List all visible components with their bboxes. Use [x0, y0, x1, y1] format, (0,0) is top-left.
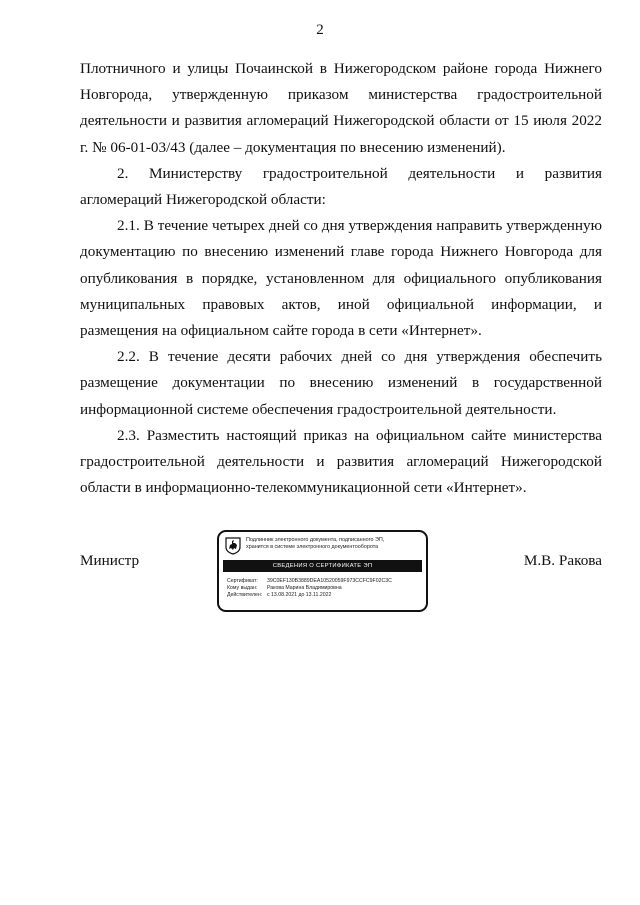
paragraph-item-2-2: 2.2. В течение десяти рабочих дней со дня утверждения обеспечить размещение документации по внесению изменений в государственной информационной системе обеспечения градостроительной деятельности. — [80, 348, 602, 418]
issued-to-value: Ракова Марина Владимировна — [267, 584, 342, 591]
certificate-label: Сертификат: — [227, 578, 258, 584]
validity-label: Действителен: — [227, 591, 263, 598]
stamp-details — [227, 578, 423, 598]
paragraph-item-2-3: 2.3. Разместить настоящий приказ на официальном сайте министерства градостроительной деятельности и развития агломераций Нижегородской области в информационно-телекоммуникационной сети «Интернет». — [80, 426, 602, 497]
stamp-header-line-1: Подлинник электронного документа, подписанного ЭП, — [246, 537, 385, 543]
signatory-position: Министр — [80, 552, 140, 569]
paragraph-item-2: 2. Министерству градостроительной деятельности и развития агломераций Нижегородской области: — [80, 164, 602, 209]
validity-value: с 13.08.2021 до 13.11.2022 — [267, 591, 332, 598]
signatory-name: М.В. Ракова — [523, 552, 602, 569]
paragraph-item-2-1: 2.1. В течение четырех дней со дня утверждения направить утвержденную документацию по внесению изменений главе города Нижнего Новгорода для опубликования в порядке, установленном для официального опубликования муниципальных правовых актов, иной официальной информации, и размещения на официальном сайте города в сети «Интернет». — [80, 217, 602, 340]
stamp-title: СВЕДЕНИЯ О СЕРТИФИКАТЕ ЭП — [223, 560, 422, 572]
document-body — [80, 56, 602, 501]
certificate-row — [227, 578, 423, 585]
issued-to-label: Кому выдан: — [227, 584, 258, 591]
page-number: 2 — [316, 22, 324, 38]
stamp-header — [246, 537, 422, 551]
paragraph-continuation: Плотничного и улицы Почаинской в Нижегородском районе города Нижнего Новгорода, утвержденную приказом министерства градостроительной деятельности и развития агломераций Нижегородской области от 15 июля 2022 г. № 06-01-03/43 (далее – документация по внесению изменений). — [80, 60, 602, 156]
coat-of-arms-icon — [225, 537, 241, 555]
stamp-header-line-2: хранится в системе электронного документооборота — [246, 544, 379, 550]
electronic-signature-stamp — [217, 530, 428, 612]
validity-row — [227, 592, 423, 599]
certificate-value: 39C0EF130B3889DEA10520059F973CCFC9F02C3C — [267, 578, 392, 584]
issued-to-row — [227, 585, 423, 592]
